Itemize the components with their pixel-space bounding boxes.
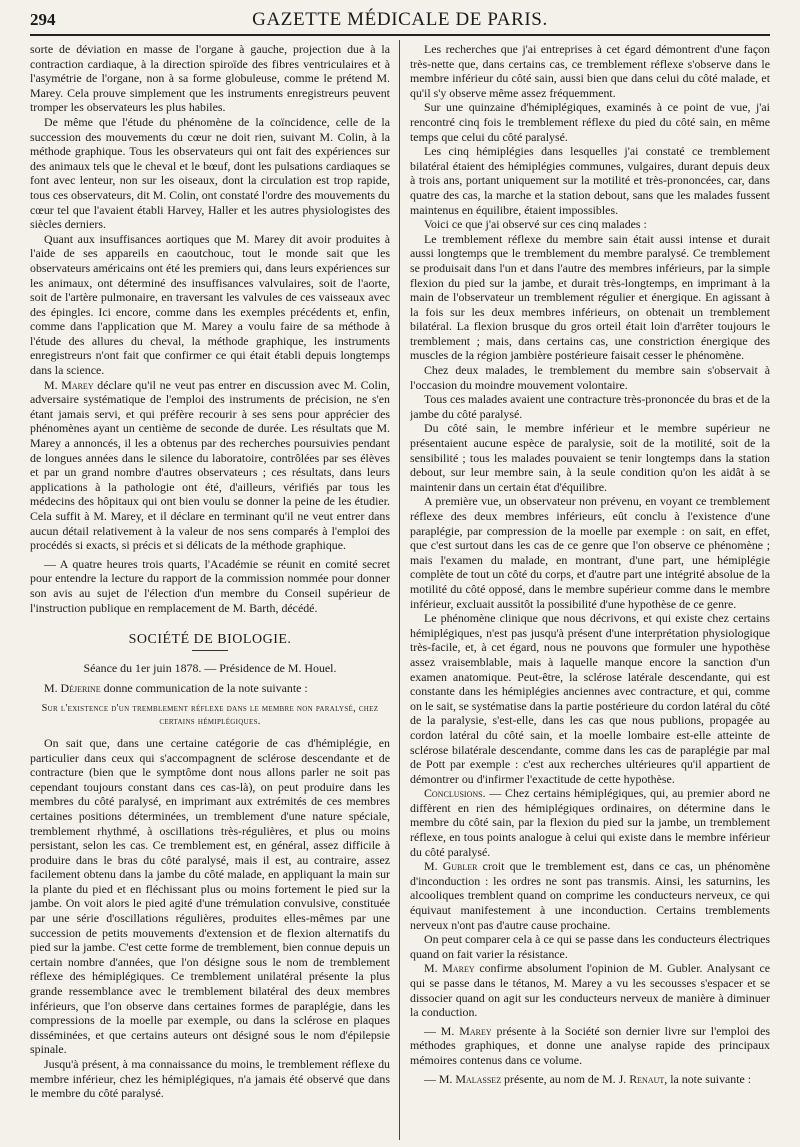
paragraph: Sur une quinzaine d'hémiplégiques, examinés à ce point de vue, j'ai rencontré cinq fois le tremblement réflexe du pied du côté sain, en même temps que celui du côté paralysé. bbox=[410, 100, 770, 144]
paragraph bbox=[30, 378, 390, 553]
speaker-name: M. Marey bbox=[424, 961, 475, 976]
paragraph: On peut comparer cela à ce qui se passe dans les conducteurs électriques quand on fait varier la résistance. bbox=[410, 932, 770, 961]
paragraph: De même que l'étude du phénomène de la coïncidence, celle de la succession des mouvements du cœur ne doit rien, suivant M. Colin, à la méthode graphique. Tous les observateurs qui ont fait des expériences sur des animaux tels que le cheval et le bœuf, dont les pulsations cardiaques se font avec lenteur, non sur les oiseaux, dont la circulation est trop rapide, tous ces observateurs, dit M. Colin, ont constaté l'ordre des mouvements du cœur tel que l'avaient établi Harvey, Haller et les autres physiologistes des siècles derniers. bbox=[30, 114, 390, 232]
paragraph: Le phénomène clinique que nous décrivons, et qui existe chez certains hémiplégiques, n'est pas jusqu'à présent d'une interprétation physiologique très-facile, et, à cet égard, nous ne pouvons que formuler une hypothèse assez vraisemblable, mais à laquelle manque encore la sanction d'un examen anatomique. Peut-être, la sclérose latérale descendante, qui est constante dans les hémiplégies anciennes avec contracture, et qui, comme on le sait, se systématise dans la partie postérieure du cordon latéral du côté de la paralysie, s'est-elle, dans les cas que nous publions, propagée au cordon latéral du côté sain, et la moelle lombaire est-elle atteinte de sclérose bilatérale descendante, comme dans les cas de paraplégie par mal de Pott par exemple : c'est aux recherches ultérieures qu'il appartient de démontrer ou d'infirmer l'exactitude de cette hypothèse. bbox=[410, 611, 770, 786]
paragraph: Jusqu'à présent, à ma connaissance du moins, le tremblement réflexe du membre inférieur, chez les hémiplégiques, n'a jamais été observé que dans le membre du côté paralysé. bbox=[30, 1057, 390, 1101]
paragraph-prefix: — M. bbox=[424, 1023, 460, 1038]
paragraph: Les recherches que j'ai entreprises à cet égard démontrent d'une façon très-nette que, dans certains cas, ce tremblement réflexe s'observe dans le membre inférieur du côté sain, aussi bien que dans celui du côté malade, et qu'il s'y observe même assez fréquemment. bbox=[410, 42, 770, 100]
section-divider bbox=[192, 650, 228, 651]
paragraph bbox=[30, 681, 390, 696]
paragraph bbox=[410, 961, 770, 1019]
paragraph: Chez deux malades, le tremblement du membre sain s'observait à l'occasion du moindre mouvement volontaire. bbox=[410, 363, 770, 392]
paragraph-text: , la note suivante : bbox=[664, 1071, 752, 1086]
paragraph-text: croit que le tremblement est, dans ce cas, un phénomène d'inconduction : les ordres ne sont pas transmis. Ainsi, les saturnins, les alcooliques tremblent quand on comprime les conducteurs nerveux, ce qui équivaut manifestement à une inconduction. Certains tremblements nerveux n'ont pas d'autre cause prochaine. bbox=[410, 859, 770, 932]
right-column bbox=[410, 42, 770, 1137]
article-title: Sur l'existence d'un tremblement réflexe dans le membre non paralysé, chez certains hémiplégiques. bbox=[41, 702, 379, 727]
paragraph bbox=[410, 1072, 770, 1087]
paragraph: Le tremblement réflexe du membre sain était aussi intense et durait aussi longtemps que le tremblement du membre paralysé. Ce tremblement se produisait dans l'un et dans l'autre des membres inférieurs, par la simple flexion du pied sur la jambe, et durait très-longtemps, en imprimant à la main de l'observateur un tremblement régulier et énergique. En agissant à la fois sur les deux membres inférieurs, on obtenait un tremblement bilatéral. La flexion brusque du gros orteil était loin d'arrêter toujours le tremblement ; mais, dans certains cas, une constriction énergique des muscles de la région jambière postérieure faisait cesser le phénomène. bbox=[410, 231, 770, 363]
paragraph: Du côté sain, le membre inférieur et le membre supérieur ne présentaient aucune espèce de paralysie, soit de la motilité, soit de la sensibilité ; tous les malades pouvaient se tenir longtemps dans la station debout, sur leur membre sain, à la seule condition qu'on les aidât à se maintenir dans un certain état d'équilibre. bbox=[410, 421, 770, 494]
paragraph-text: confirme absolument l'opinion de M. Gubler. Analysant ce qui se passe dans le tétanos, M. Marey a vu les secousses s'espacer et se dissocier quand on agit sur les conducteurs nerveux de manière à diminuer la conduction. bbox=[410, 961, 770, 1020]
page-header bbox=[30, 8, 770, 36]
paragraph: Les cinq hémiplégies dans lesquelles j'ai constaté ce tremblement bilatéral étaient des hémiplégies communes, vulgaires, durant depuis deux à trois ans, portant uniquement sur la motilité et très-prononcées, car, dans quatre des cas, la marche et la station debout, sans que les malades fussent maintenus en équilibre, étaient impossibles. bbox=[410, 144, 770, 217]
paragraph-prefix: — M. bbox=[424, 1071, 456, 1086]
paragraph-text: présente à la Société son dernier livre sur l'emploi des méthodes graphiques, et donne une analyse rapide des principaux mémoires contenus dans ce volume. bbox=[410, 1023, 770, 1067]
page-number: 294 bbox=[30, 10, 56, 29]
paragraph bbox=[410, 786, 770, 859]
paragraph: On sait que, dans une certaine catégorie de cas d'hémiplégie, en particulier dans ceux qui s'accompagnent de sclérose descendante et de contracture (bien que le symptôme dont nous allons parler ne soit pas cependant toujours constant dans ces cas-là), on peut produire dans les membres du côté paralysé, en imprimant aux extrémités de ces membres certaines positions déterminées, un tremblement d'une nature spéciale, tremblement rhythmé, à oscillations très-régulières, et plus ou moins persistant, selon les cas. Ce tremblement est, en général, assez difficile à produire dans le bras du côté paralysé, mais il est, au contraire, assez facilement obtenu dans la jambe du côté malade, en appliquant la main sur la plante du pied et en fléchissant plus ou moins fortement le pied sur la jambe. On voit alors le pied agité d'une trémulation convulsive, constituée par une série d'oscillations régulières, produites elles-mêmes par une succession de petits mouvements d'extension et de flexion alternatifs du pied sur la jambe. C'est cette forme de tremblement, bien connue depuis un certain nombre d'années, que l'on désigne sous le nom de tremblement réflexe des hémiplégiques. Ce tremblement unilatéral présente la plus grande ressemblance avec le tremblement bilatéral des deux membres inférieurs, que l'on observe dans certaines formes de paraplégie, dans les compressions de la moelle par exemple, ou dans la sclérose en plaques disséminées, et que certains auteurs ont désigné sous le nom d'épilepsie spinale. bbox=[30, 735, 390, 1057]
journal-title: GAZETTE MÉDICALE DE PARIS. bbox=[252, 9, 548, 30]
paragraph bbox=[410, 859, 770, 932]
paragraph-text: présente, au nom de M. J. bbox=[501, 1071, 630, 1086]
paragraph: A première vue, un observateur non prévenu, en voyant ce tremblement réflexe des deux membres inférieurs, eût conclu à l'existence d'une paraplégie, par compression de la moelle par exemple : on sait, en effet, que c'est surtout dans les cas de ce genre que l'on observe ce phénomène ; mais l'examen du malade, en montrant, d'une part, une hémiplégie complète de tout un côté du corps, et d'autre part une intégrité absolue de la motilité du côté opposé, dans le membre supérieur comme dans le membre inférieur, excluait aussitôt la possibilité d'une hypothèse de ce genre. bbox=[410, 494, 770, 611]
speaker-name: Malassez bbox=[455, 1071, 502, 1086]
paragraph: Quant aux insuffisances aortiques que M. Marey dit avoir produites à l'aide de ses appareils en caoutchouc, tout le monde sait que les observateurs américains ont été les premiers qui, dans leurs expériences sur les animaux, ont déterminé des insuffisances valvulaires, soit de l'aorte, soit de l'artère pulmonaire, en traversant les valvules de ces vaisseaux avec des épingles. Ici encore, comme dans les exemples précédents et, enfin, comme dans l'application que M. Marey a voulu faire de sa méthode à l'étude des allures du cheval, la méthode graphique, les instruments enregistreurs n'ont fait que confirmer ce qui était établi depuis longtemps dans la science. bbox=[30, 231, 390, 378]
speaker-name: M. Gubler bbox=[424, 859, 478, 874]
left-column bbox=[30, 42, 390, 1137]
paragraph: Voici ce que j'ai observé sur ces cinq malades : bbox=[424, 217, 647, 232]
paragraph: — A quatre heures trois quarts, l'Académie se réunit en comité secret pour entendre la lecture du rapport de la commission nommée pour donner son avis au sujet de l'élection d'un membre du Conseil supérieur de l'instruction publique en remplacement de M. Barth, décédé. bbox=[30, 556, 390, 615]
paragraph: sorte de déviation en masse de l'organe à gauche, projection due à la contraction cardiaque, à la direction spiroïde des fibres ventriculaires et à l'asymétrie de l'organe, non à sa forme globuleuse, comme le prétend M. Marey. Cela prouve simplement que les instruments enregistreurs peuvent tromper les observateurs les plus habiles. bbox=[30, 42, 390, 115]
section-title: SOCIÉTÉ DE BIOLOGIE. bbox=[128, 632, 292, 648]
column-divider bbox=[399, 40, 400, 1140]
speaker-name: Renaut bbox=[629, 1071, 665, 1086]
paragraph: Tous ces malades avaient une contracture très-prononcée du bras et de la jambe du côté paralysé. bbox=[410, 392, 770, 421]
paragraph-text: donne communication de la note suivante : bbox=[100, 681, 308, 696]
paragraph-text: — Chez certains hémiplégiques, qui, au premier abord ne diffèrent en rien des hémiplégiques ordinaires, on détermine dans le membre du côté sain, par la flexion du pied sur la jambe, un tremblement réflexe, en tous points analogue à celui qui existe dans le membre inférieur du côté paralysé. bbox=[410, 786, 770, 859]
seance-line: Séance du 1er juin 1878. — Présidence de M. Houel. bbox=[83, 660, 337, 675]
speaker-name: M. Marey bbox=[44, 377, 94, 392]
speaker-name: M. Déjerine bbox=[44, 681, 101, 696]
paragraph-text: déclare qu'il ne veut pas entrer en discussion avec M. Colin, adversaire systématique de l'emploi des instruments de précision, ne s'en étant jamais servi, et qui préfère recourir à ses sens pour apprécier des phénomènes ayant un centième de seconde de durée. Les résultats que M. Marey a annoncés, il les a obtenus par des recherches poursuivies pendant de longues années dans le silence du laboratoire, contrôlées par ses élèves et par un grand nombre d'autres observateurs ; ces résultats, dans leurs applications à la pathologie ont été, d'ailleurs, vérifiés par tous les médecins des hôpitaux qui ont bien voulu se donner la peine de les étudier. Cela suffit à M. Marey, et il déclare en terminant qu'il ne veut entrer dans aucun détail relativement à la valeur de nos sens comparés à l'emploi des procédés si exacts, si précis et si délicats de la méthode graphique. bbox=[30, 377, 390, 553]
conclusions-label: Conclusions. bbox=[424, 786, 486, 801]
speaker-name: Marey bbox=[459, 1023, 492, 1038]
paragraph bbox=[410, 1024, 770, 1068]
